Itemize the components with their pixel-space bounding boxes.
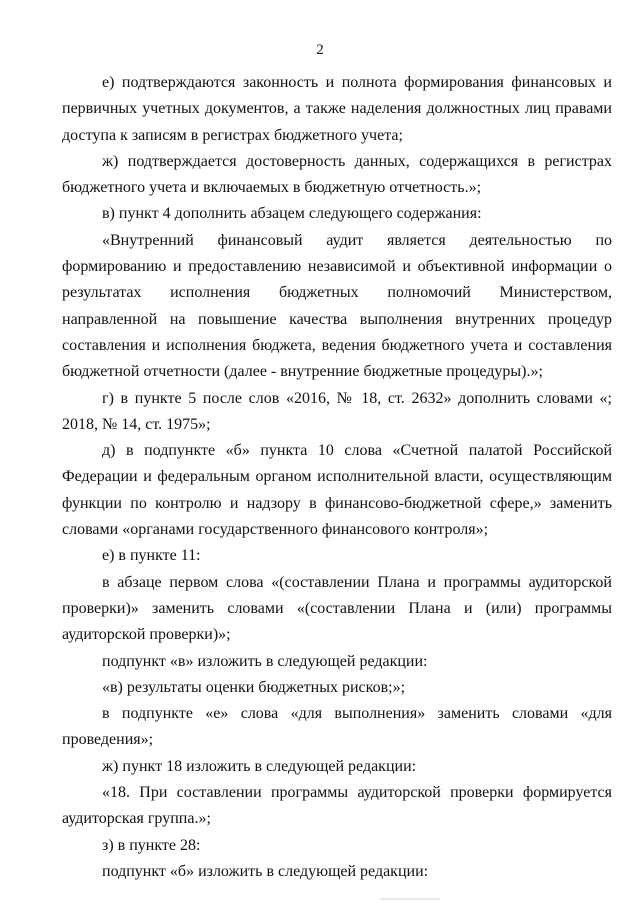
scan-artifact bbox=[380, 898, 440, 900]
paragraph: г) в пункте 5 после слов «2016, № 18, ст. 2632» дополнить словами «; 2018, № 14, ст. 1975»; bbox=[62, 389, 612, 433]
paragraph: «Внутренний финансовый аудит является деятельностью по формированию и предоставлению независимой и объективной информации о результатах исполнения бюджетных полномочий Министерством, направленной на повышение качества выполнения внутренних процедур составления и исполнения бюджета, ведения бюджетного учета и составления бюджетной отчетности (далее - внутренние бюджетные процедуры).»; bbox=[62, 231, 612, 381]
paragraph: е) в пункте 11: bbox=[102, 547, 201, 565]
paragraph: з) в пункте 28: bbox=[102, 836, 201, 854]
paragraph: в) пункт 4 дополнить абзацем следующего содержания: bbox=[102, 205, 482, 223]
paragraph: подпункт «б» изложить в следующей редакции: bbox=[102, 862, 429, 880]
page-number: 2 bbox=[316, 42, 324, 58]
paragraph: в подпункте «е» слова «для выполнения» заменить словами «для проведения»; bbox=[62, 705, 612, 749]
paragraph: д) в подпункте «б» пункта 10 слова «Счетной палатой Российской Федерации и федеральным органом исполнительной власти, осуществляющим функции по контролю и надзору в финансово-бюджетной сфере,» заменить словами «органами государственного финансового контроля»; bbox=[62, 442, 612, 539]
paragraph: «в) результаты оценки бюджетных рисков;»; bbox=[102, 678, 406, 696]
paragraph: ж) подтверждается достоверность данных, содержащихся в регистрах бюджетного учета и включаемых в бюджетную отчетность.»; bbox=[62, 152, 612, 197]
paragraph: е) подтверждаются законность и полнота формирования финансовых и первичных учетных документов, а также наделения должностных лиц правами доступа к записям в регистрах бюджетного учета; bbox=[62, 74, 612, 144]
document-body bbox=[62, 70, 612, 885]
paragraph: подпункт «в» изложить в следующей редакции: bbox=[102, 652, 428, 670]
paragraph: ж) пункт 18 изложить в следующей редакции: bbox=[102, 757, 417, 775]
paragraph: в абзаце первом слова «(составлении Плана и программы аудиторской проверки)» заменить словами «(составлении Плана и (или) программы аудиторской проверки)»; bbox=[62, 573, 612, 644]
paragraph: «18. При составлении программы аудиторской проверки формируется аудиторская группа.»; bbox=[62, 784, 612, 828]
